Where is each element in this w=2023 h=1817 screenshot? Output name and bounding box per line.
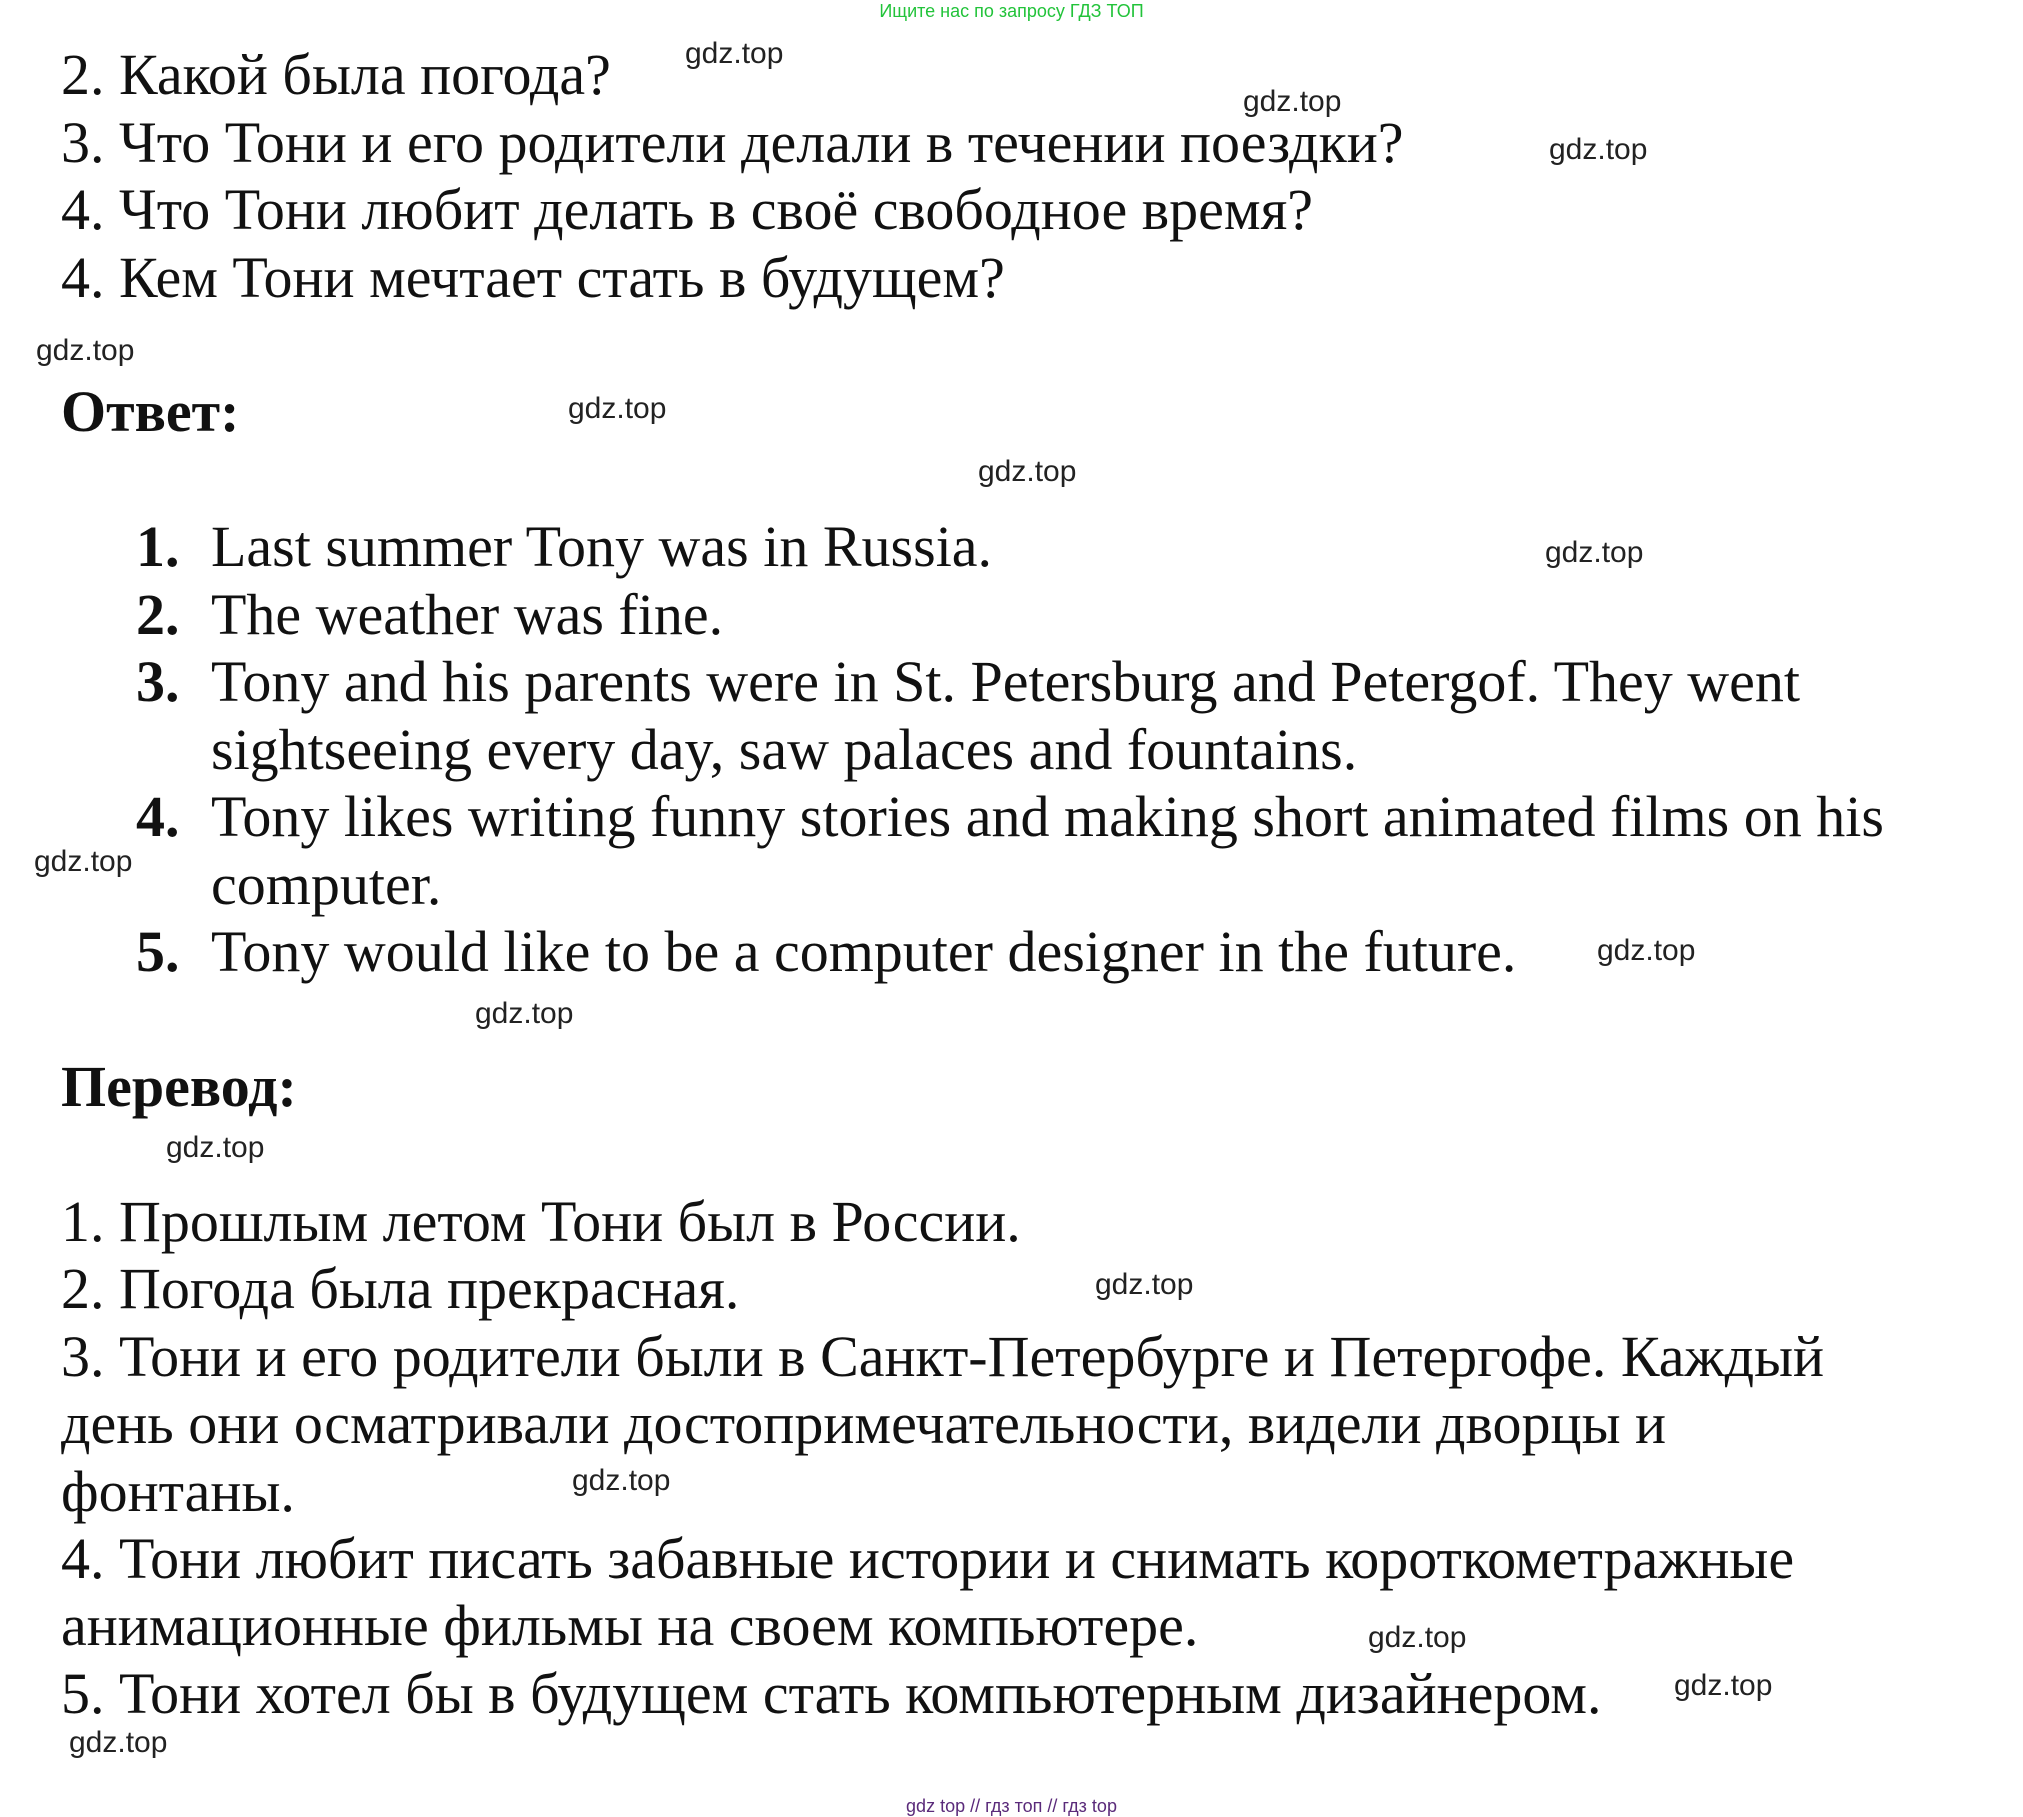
translation-heading: Перевод: bbox=[61, 1054, 297, 1119]
search-banner: Ищите нас по запросу ГДЗ ТОП bbox=[879, 1, 1144, 21]
watermark: gdz.top bbox=[1368, 1621, 1467, 1654]
translation-line: 3. Тони и его родители были в Санкт-Петербурге и Петергофе. Каждый bbox=[61, 1324, 1825, 1389]
watermark: gdz.top bbox=[166, 1131, 265, 1164]
answer-text: computer. bbox=[211, 852, 442, 917]
watermark: gdz.top bbox=[685, 37, 784, 70]
translation-line: 2. Погода была прекрасная. bbox=[61, 1256, 740, 1321]
answer-number: 3. bbox=[136, 649, 180, 714]
watermark: gdz.top bbox=[36, 334, 135, 367]
watermark: gdz.top bbox=[1674, 1669, 1773, 1702]
translation-line: 5. Тони хотел бы в будущем стать компьютерным дизайнером. bbox=[61, 1661, 1602, 1726]
answer-text: Tony would like to be a computer designer in the future. bbox=[211, 919, 1517, 984]
answer-text: Last summer Tony was in Russia. bbox=[211, 514, 993, 579]
answer-text: Tony and his parents were in St. Petersburg and Petergof. They went bbox=[211, 649, 1801, 714]
watermark: gdz.top bbox=[568, 392, 667, 425]
answer-number: 1. bbox=[136, 514, 180, 579]
footer-banner: gdz top // гдз топ // гдз top bbox=[906, 1796, 1117, 1816]
answer-text: sightseeing every day, saw palaces and fountains. bbox=[211, 717, 1358, 782]
watermark: gdz.top bbox=[1243, 85, 1342, 118]
answer-number: 2. bbox=[136, 582, 180, 647]
translation-line: фонтаны. bbox=[61, 1459, 295, 1524]
watermark: gdz.top bbox=[475, 997, 574, 1030]
question-line: 4. Кем Тони мечтает стать в будущем? bbox=[61, 245, 1005, 310]
watermark: gdz.top bbox=[1545, 536, 1644, 569]
watermark: gdz.top bbox=[1549, 133, 1648, 166]
answer-number: 5. bbox=[136, 919, 180, 984]
question-line: 3. Что Тони и его родители делали в течении поездки? bbox=[61, 110, 1404, 175]
watermark: gdz.top bbox=[1597, 934, 1696, 967]
answer-number: 4. bbox=[136, 784, 180, 849]
watermark: gdz.top bbox=[572, 1464, 671, 1497]
watermark: gdz.top bbox=[69, 1726, 168, 1759]
question-line: 4. Что Тони любит делать в своё свободное время? bbox=[61, 177, 1314, 242]
translation-line: день они осматривали достопримечательности, видели дворцы и bbox=[61, 1391, 1667, 1456]
question-line: 2. Какой была погода? bbox=[61, 42, 611, 107]
answer-text: Tony likes writing funny stories and making short animated films on his bbox=[211, 784, 1884, 849]
answer-text: The weather was fine. bbox=[211, 582, 724, 647]
watermark: gdz.top bbox=[34, 845, 133, 878]
translation-line: 4. Тони любит писать забавные истории и снимать короткометражные bbox=[61, 1526, 1795, 1591]
watermark: gdz.top bbox=[1095, 1268, 1194, 1301]
translation-line: 1. Прошлым летом Тони был в России. bbox=[61, 1189, 1021, 1254]
answer-heading: Ответ: bbox=[61, 379, 240, 444]
translation-line: анимационные фильмы на своем компьютере. bbox=[61, 1593, 1199, 1658]
watermark: gdz.top bbox=[978, 455, 1077, 488]
